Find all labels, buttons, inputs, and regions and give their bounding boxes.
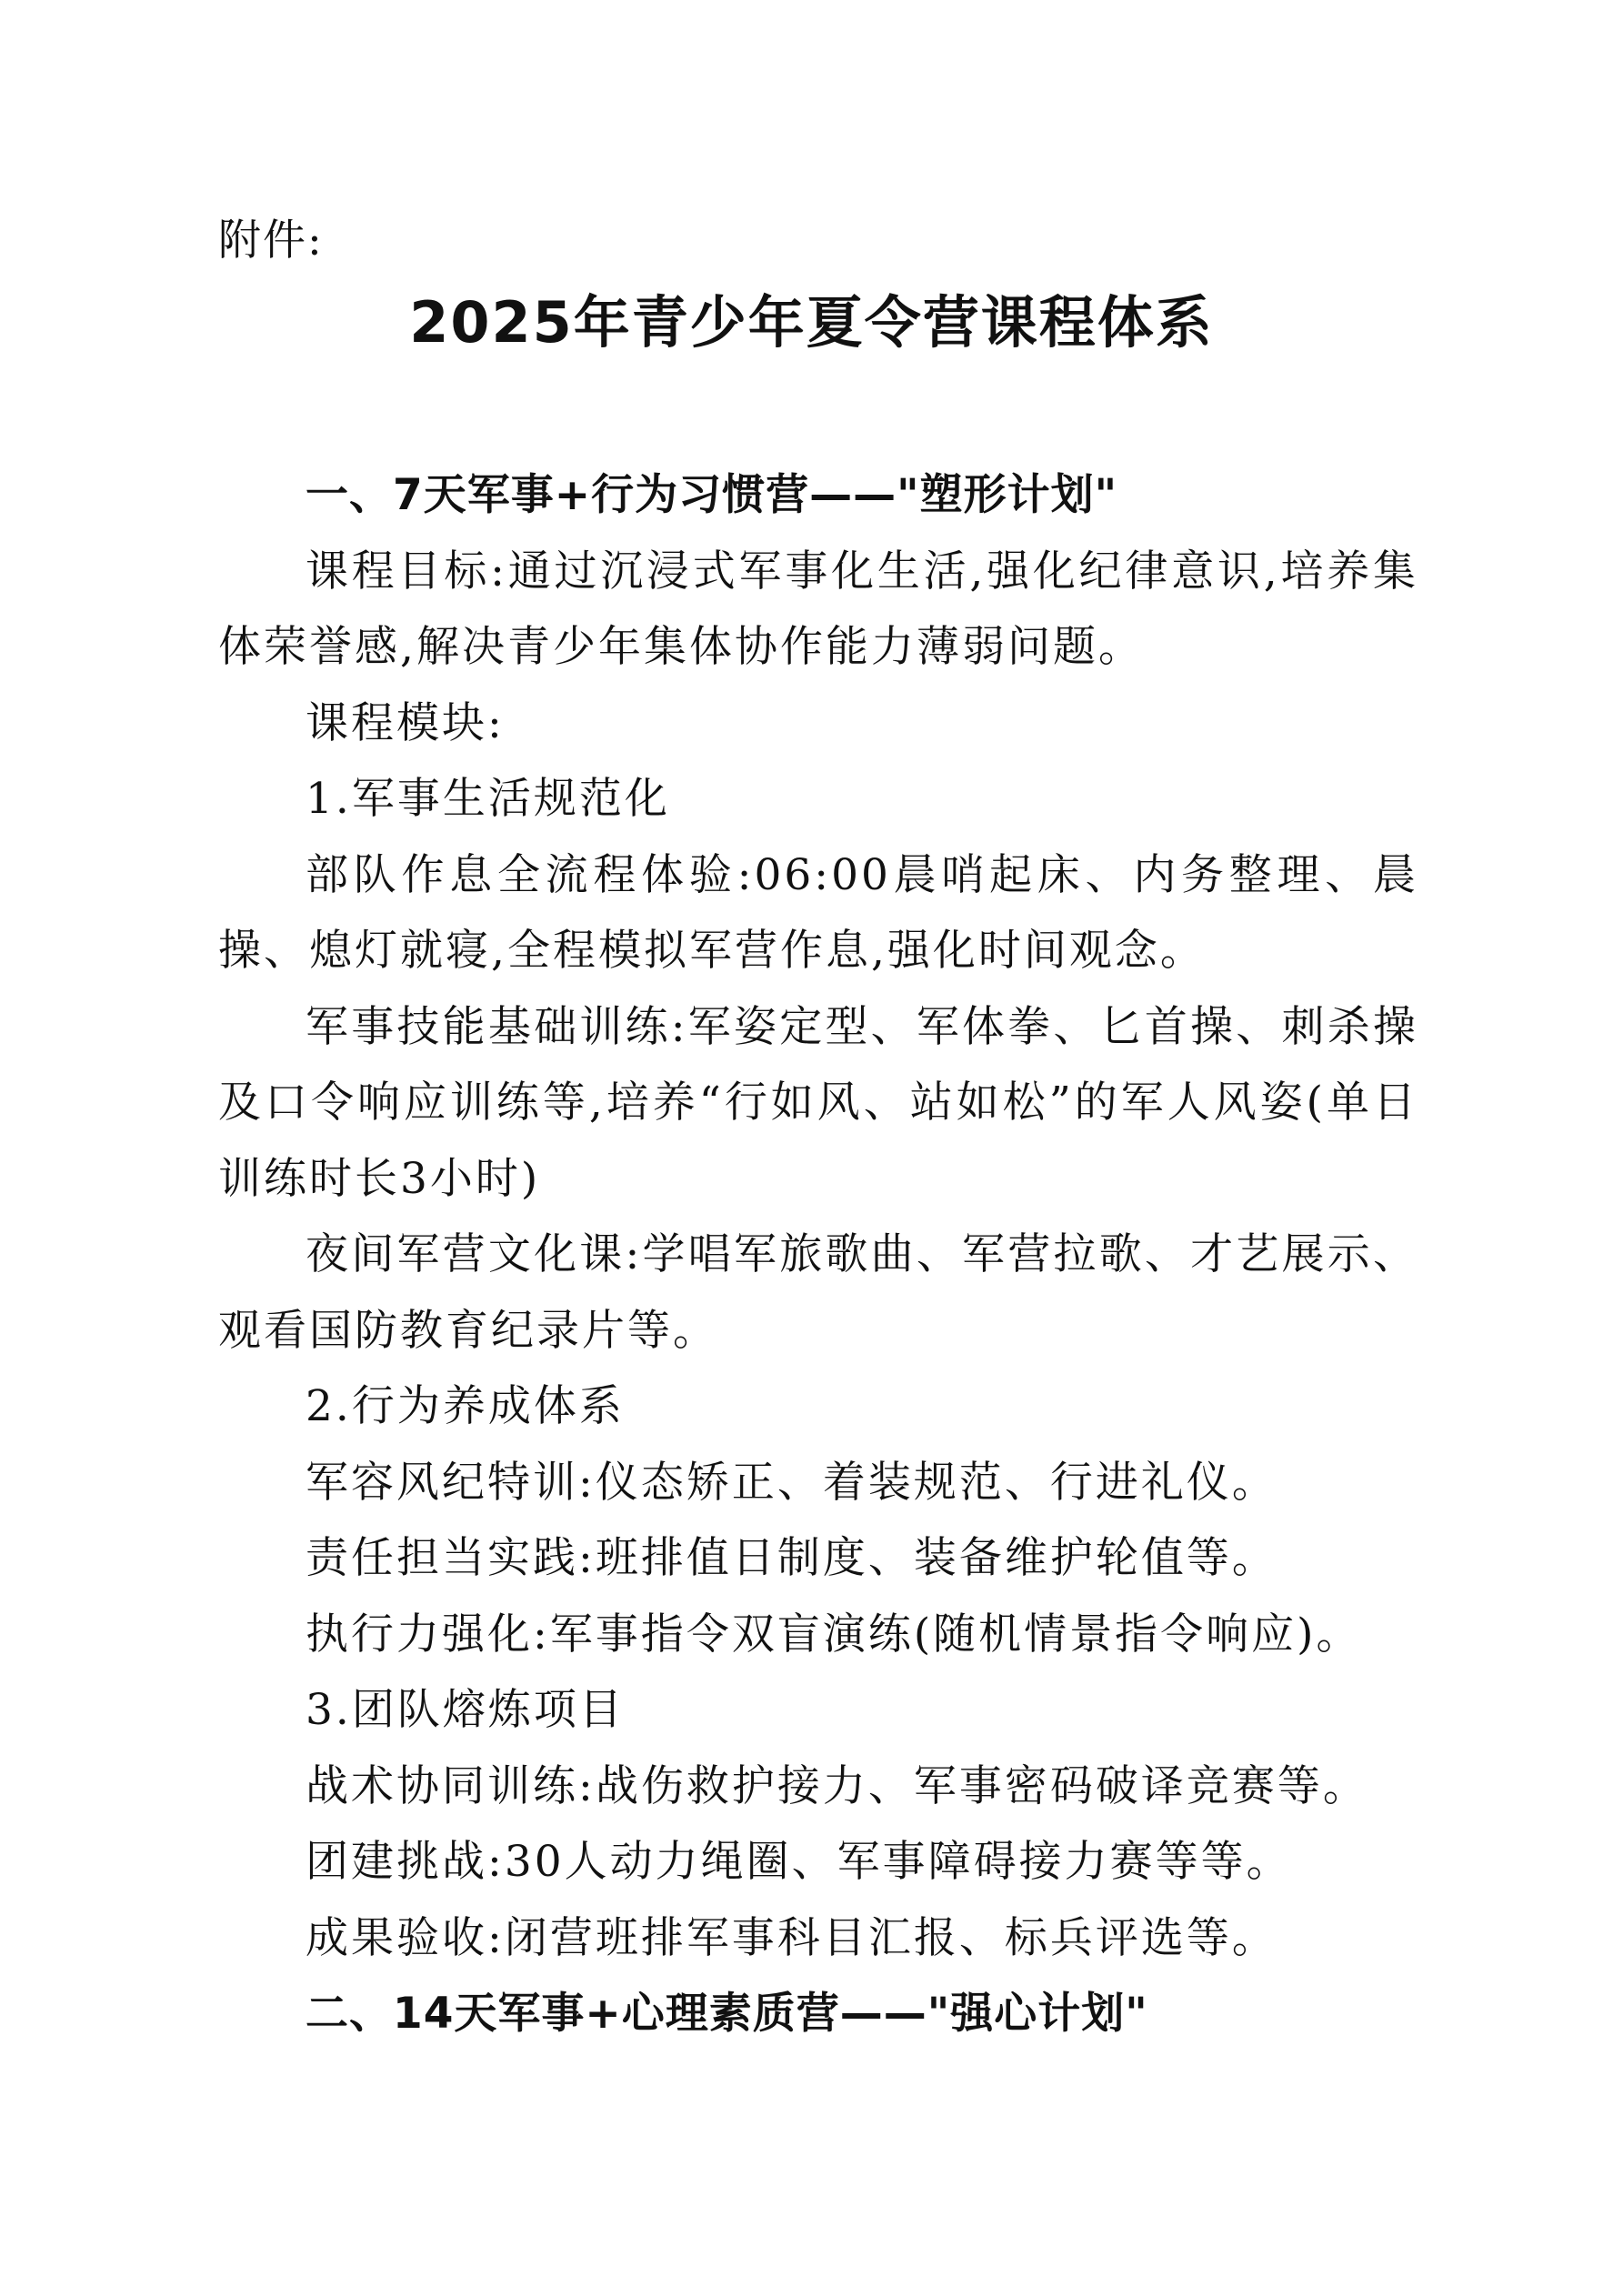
paragraph-acceptance: 成果验收:闭营班排军事科目汇报、标兵评选等。: [306, 1912, 1277, 1963]
module-heading-1: 1.军事生活规范化: [306, 774, 670, 824]
paragraph-schedule: 部队作息全流程体验:06:00晨哨起床、内务整理、晨操、熄灯就寝,全程模拟军营作息,强化时间观念。: [218, 849, 1418, 976]
annex-label: 附件:: [218, 216, 324, 266]
course-objective: 课程目标:通过沉浸式军事化生活,强化纪律意识,培养集体荣誉感,解决青少年集体协作能力薄弱问题。: [218, 546, 1418, 672]
section-heading-2: 二、14天军事+心理素质营——"强心计划": [306, 1989, 1148, 2039]
paragraph-tactical: 战术协同训练:战伤救护接力、军事密码破译竞赛等。: [306, 1760, 1368, 1811]
paragraph-responsibility: 责任担当实践:班排值日制度、装备维护轮值等。: [306, 1533, 1277, 1583]
section-heading-1: 一、7天军事+行为习惯营——"塑形计划": [306, 470, 1118, 520]
document-body: [218, 457, 1418, 2052]
module-heading-3: 3.团队熔炼项目: [306, 1685, 625, 1735]
module-heading-2: 2.行为养成体系: [306, 1381, 625, 1431]
document-title: 2025年青少年夏令营课程体系: [409, 289, 1214, 356]
paragraph-execution: 执行力强化:军事指令双盲演练(随机情景指令响应)。: [306, 1609, 1362, 1659]
paragraph-night-culture: 夜间军营文化课:学唱军旅歌曲、军营拉歌、才艺展示、观看国防教育纪录片等。: [218, 1229, 1418, 1356]
course-modules-label: 课程模块:: [306, 697, 505, 748]
paragraph-discipline: 军容风纪特训:仪态矫正、着装规范、行进礼仪。: [306, 1457, 1277, 1508]
paragraph-team-challenge: 团建挑战:30人动力绳圈、军事障碍接力赛等等。: [306, 1837, 1292, 1887]
paragraph-skills: 军事技能基础训练:军姿定型、军体拳、匕首操、刺杀操及口令响应训练等,培养“行如风、站如松”的军人风姿(单日训练时长3小时): [218, 1001, 1418, 1204]
